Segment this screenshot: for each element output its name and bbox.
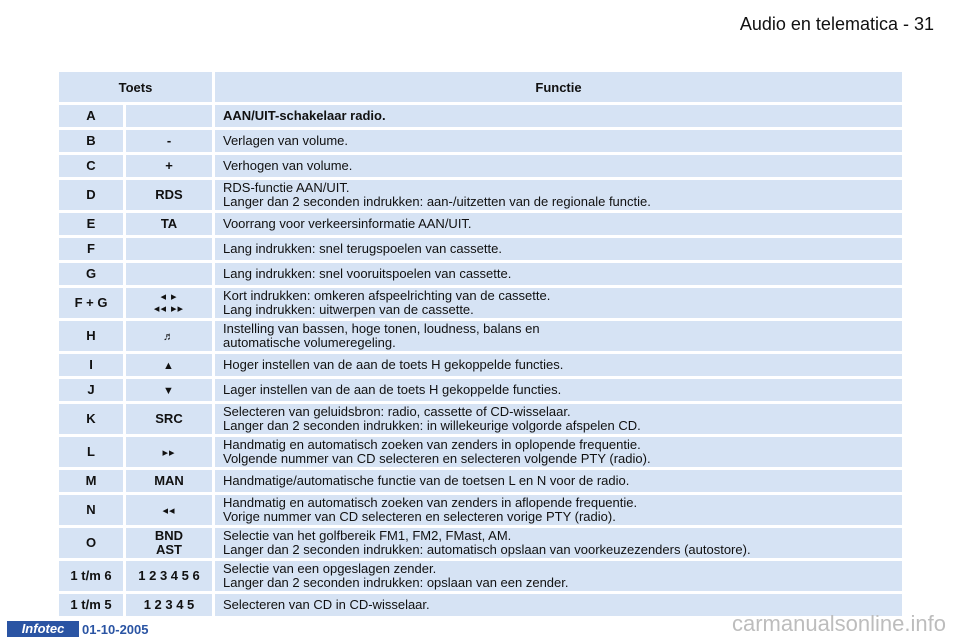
button-label-cell: BND AST <box>126 528 215 558</box>
table-row <box>59 528 902 558</box>
key-cell: F + G <box>59 288 126 318</box>
table-row <box>59 213 902 235</box>
function-line: Lang indrukken: snel terugspoelen van cassette. <box>223 241 502 256</box>
key-cell: D <box>59 180 126 210</box>
function-line: Instelling van bassen, hoge tonen, loudness, balans en <box>223 321 540 336</box>
function-line: Handmatig en automatisch zoeken van zenders in aflopende frequentie. <box>223 495 638 510</box>
seek-forward-icon: ▸▸ <box>126 437 215 467</box>
table-row <box>59 437 902 467</box>
column-header-function: Functie <box>215 72 902 102</box>
function-cell <box>215 321 902 351</box>
key-cell: H <box>59 321 126 351</box>
key-cell: N <box>59 495 126 525</box>
cassette-arrows-icon: ◂ ▸ ◂◂ ▸▸ <box>126 288 215 318</box>
button-label-cell: RDS <box>126 180 215 210</box>
key-cell: M <box>59 470 126 492</box>
function-line: Selecteren van CD in CD-wisselaar. <box>223 597 430 612</box>
function-cell <box>215 495 902 525</box>
key-cell: C <box>59 155 126 177</box>
table-row <box>59 263 902 285</box>
function-cell <box>215 155 902 177</box>
function-cell <box>215 238 902 260</box>
function-cell <box>215 561 902 591</box>
function-line: Selecteren van geluidsbron: radio, cassette of CD-wisselaar. <box>223 404 571 419</box>
key-cell: L <box>59 437 126 467</box>
function-line: Kort indrukken: omkeren afspeelrichting van de cassette. <box>223 288 551 303</box>
key-cell: B <box>59 130 126 152</box>
function-cell <box>215 130 902 152</box>
table-row <box>59 105 902 127</box>
key-cell: O <box>59 528 126 558</box>
arrow-down-icon: ▼ <box>126 379 215 401</box>
function-line: Voorrang voor verkeersinformatie AAN/UIT. <box>223 216 472 231</box>
function-cell <box>215 213 902 235</box>
button-label-cell: - <box>126 130 215 152</box>
key-cell: 1 t/m 6 <box>59 561 126 591</box>
table-row <box>59 238 902 260</box>
function-line: Handmatig en automatisch zoeken van zenders in oplopende frequentie. <box>223 437 641 452</box>
function-cell <box>215 470 902 492</box>
table-row <box>59 561 902 591</box>
function-line: Handmatige/automatische functie van de toetsen L en N voor de radio. <box>223 473 630 488</box>
function-line: RDS-functie AAN/UIT. <box>223 180 350 195</box>
key-function-table <box>59 69 902 619</box>
function-line: Verhogen van volume. <box>223 158 353 173</box>
function-line: Hoger instellen van de aan de toets H gekoppelde functies. <box>223 357 564 372</box>
watermark: carmanualsonline.info <box>731 611 946 636</box>
table-row <box>59 288 902 318</box>
key-cell: F <box>59 238 126 260</box>
arrow-up-icon: ▲ <box>126 354 215 376</box>
table-row <box>59 404 902 434</box>
table-row <box>59 155 902 177</box>
footer-date: 01-10-2005 <box>82 622 149 637</box>
function-line: Lang indrukken: snel vooruitspoelen van cassette. <box>223 266 512 281</box>
button-label-cell <box>126 263 215 285</box>
function-cell <box>215 180 902 210</box>
key-cell: A <box>59 105 126 127</box>
function-cell <box>215 288 902 318</box>
function-cell <box>215 354 902 376</box>
footer <box>0 620 200 640</box>
function-line: AAN/UIT-schakelaar radio. <box>223 108 386 123</box>
table-row <box>59 379 902 401</box>
function-cell <box>215 379 902 401</box>
function-line: Langer dan 2 seconden indrukken: in willekeurige volgorde afspelen CD. <box>223 418 641 433</box>
function-cell <box>215 105 902 127</box>
key-cell: J <box>59 379 126 401</box>
key-cell: 1 t/m 5 <box>59 594 126 616</box>
infotec-logo: Infotec <box>7 621 79 637</box>
button-label-cell: 1 2 3 4 5 <box>126 594 215 616</box>
key-cell: I <box>59 354 126 376</box>
function-line: Langer dan 2 seconden indrukken: opslaan van een zender. <box>223 575 569 590</box>
table-row <box>59 495 902 525</box>
function-line: Langer dan 2 seconden indrukken: automatisch opslaan van voorkeuzezenders (autostore). <box>223 542 751 557</box>
function-line: Lager instellen van de aan de toets H gekoppelde functies. <box>223 382 562 397</box>
function-line: Verlagen van volume. <box>223 133 349 148</box>
column-header-key: Toets <box>59 72 215 102</box>
function-line: Lang indrukken: uitwerpen van de cassette. <box>223 302 474 317</box>
button-label-cell <box>126 105 215 127</box>
function-cell <box>215 528 902 558</box>
music-note-icon: ♬ <box>126 321 215 351</box>
function-line: automatische volumeregeling. <box>223 335 396 350</box>
table-header-row <box>59 72 902 102</box>
table-row <box>59 180 902 210</box>
key-cell: E <box>59 213 126 235</box>
table-row <box>59 321 902 351</box>
button-label-cell: MAN <box>126 470 215 492</box>
key-cell: G <box>59 263 126 285</box>
table-row <box>59 130 902 152</box>
table-row <box>59 470 902 492</box>
seek-back-icon: ◂◂ <box>126 495 215 525</box>
function-cell <box>215 263 902 285</box>
button-label-cell <box>126 238 215 260</box>
function-line: Volgende nummer van CD selecteren en selecteren volgende PTY (radio). <box>223 451 651 466</box>
page-header: Audio en telematica - 31 <box>739 14 934 34</box>
function-line: Selectie van het golfbereik FM1, FM2, FMast, AM. <box>223 528 512 543</box>
button-label-cell: TA <box>126 213 215 235</box>
function-line: Langer dan 2 seconden indrukken: aan-/uitzetten van de regionale functie. <box>223 194 651 209</box>
button-label-cell: + <box>126 155 215 177</box>
button-label-cell: 1 2 3 4 5 6 <box>126 561 215 591</box>
button-label-cell: SRC <box>126 404 215 434</box>
table-body <box>59 105 902 616</box>
table-row <box>59 354 902 376</box>
function-cell <box>215 404 902 434</box>
function-cell <box>215 437 902 467</box>
function-line: Selectie van een opgeslagen zender. <box>223 561 437 576</box>
key-cell: K <box>59 404 126 434</box>
function-line: Vorige nummer van CD selecteren en selecteren vorige PTY (radio). <box>223 509 616 524</box>
